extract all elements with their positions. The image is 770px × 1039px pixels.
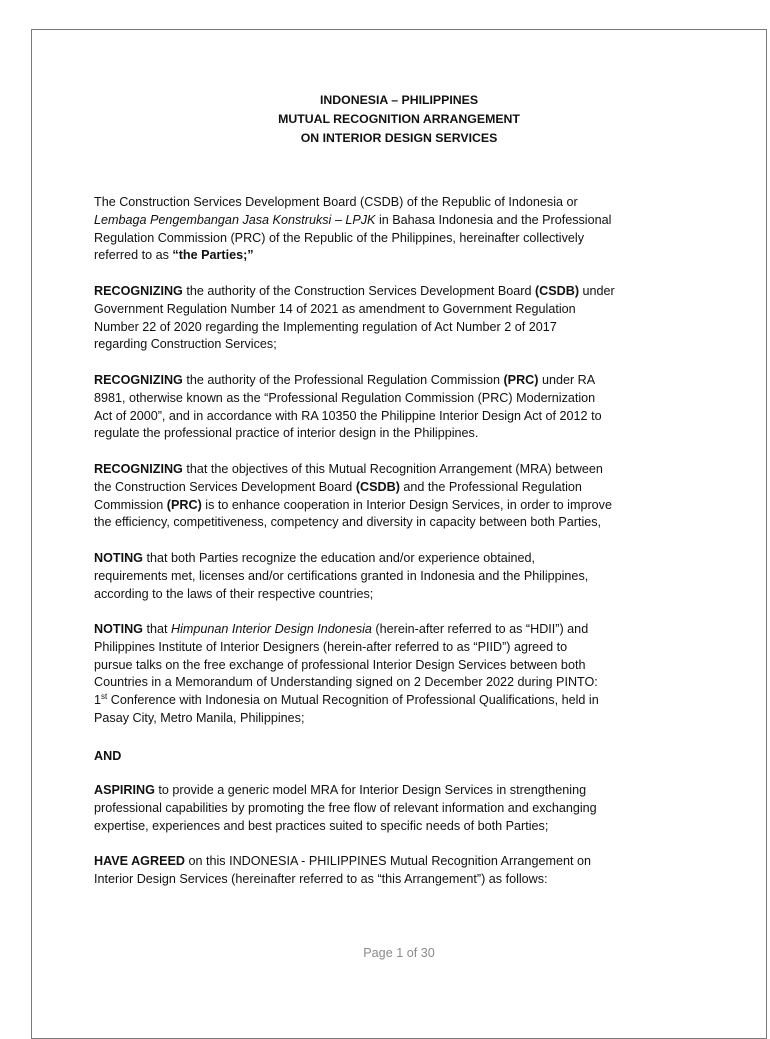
bold-text: “the Parties;” <box>172 248 254 263</box>
text-span: in Bahasa Indonesia and the Professional <box>375 212 612 227</box>
bold-text: NOTING <box>94 622 143 636</box>
title-line-1: INDONESIA – PHILIPPINES <box>319 93 479 107</box>
text-span: under RA <box>538 373 596 387</box>
bold-text: (PRC) <box>503 373 539 387</box>
italic-text: Lembaga Pengembangan Jasa Konstruksi – LPJK <box>94 212 376 227</box>
text-span: that the objectives of this Mutual Recognition Arrangement (MRA) between <box>182 462 603 476</box>
text-span: and the Professional Regulation <box>399 479 582 494</box>
bold-text: HAVE AGREED <box>94 854 185 868</box>
text-line <box>94 550 684 568</box>
text-line: Pasay City, Metro Manila, Philippines; <box>94 710 305 725</box>
text-span: the authority of the Construction Services Development Board <box>182 284 535 298</box>
text-span: that <box>142 622 171 636</box>
bold-text: RECOGNIZING <box>94 462 183 476</box>
text-line <box>94 247 684 265</box>
text-span: the Construction Services Development Board <box>94 479 356 494</box>
text-span: Conference with Indonesia on Mutual Recognition of Professional Qualifications, held in <box>107 693 599 708</box>
paragraph-parties <box>94 194 684 265</box>
paragraph-noting-education <box>94 550 684 603</box>
text-span: (herein-after referred to as “HDII”) and <box>371 622 589 636</box>
text-line: pursue talks on the free exchange of professional Interior Design Services between both <box>94 657 586 672</box>
text-line: expertise, experiences and best practices suited to specific needs of both Parties; <box>94 818 549 833</box>
bold-text: RECOGNIZING <box>94 373 183 387</box>
text-line <box>94 782 684 800</box>
text-line: Interior Design Services (hereinafter referred to as “this Arrangement”) as follows: <box>94 871 548 886</box>
text-line: Regulation Commission (PRC) of the Republic of the Philippines, hereinafter collectively <box>94 230 584 245</box>
bold-text: (PRC) <box>166 497 202 512</box>
title-line-3: ON INTERIOR DESIGN SERVICES <box>300 131 498 145</box>
text-line: professional capabilities by promoting the free flow of relevant information and exchanging <box>94 800 597 815</box>
bold-text: NOTING <box>94 551 143 565</box>
text-line <box>94 479 684 497</box>
text-line: The Construction Services Development Board (CSDB) of the Republic of Indonesia or <box>94 195 578 209</box>
text-span: on this INDONESIA - PHILIPPINES Mutual Recognition Arrangement on <box>184 854 591 868</box>
document-page <box>31 29 767 1039</box>
paragraph-recognizing-csdb <box>94 283 684 354</box>
text-span: Commission <box>94 497 167 512</box>
text-span: under <box>579 284 615 298</box>
paragraph-recognizing-objectives <box>94 461 684 532</box>
text-span: 1 <box>94 693 102 708</box>
text-line: Number 22 of 2020 regarding the Implementing regulation of Act Number 2 of 2017 <box>94 319 557 334</box>
text-line: Countries in a Memorandum of Understanding signed on 2 December 2022 during PINTO: <box>94 675 598 690</box>
text-span: that both Parties recognize the education and/or experience obtained, <box>142 551 536 565</box>
paragraph-noting-hdii <box>94 621 684 728</box>
text-line <box>94 212 684 230</box>
paragraph-have-agreed <box>94 853 684 889</box>
text-span: to provide a generic model MRA for Interior Design Services in strengthening <box>154 783 587 797</box>
text-line <box>94 283 684 301</box>
title-line-2: MUTUAL RECOGNITION ARRANGEMENT <box>278 112 520 126</box>
bold-text: (CSDB) <box>355 479 400 494</box>
superscript: st <box>101 692 108 701</box>
text-span: referred to as <box>94 248 173 263</box>
text-line: 8981, otherwise known as the “Professional Regulation Commission (PRC) Modernization <box>94 390 596 405</box>
text-span: is to enhance cooperation in Interior Design Services, in order to improve <box>201 497 612 512</box>
page-number: Page 1 of 30 <box>363 946 435 960</box>
text-line <box>94 497 684 515</box>
text-line <box>94 853 684 871</box>
text-line <box>94 461 684 479</box>
text-span: the authority of the Professional Regulation Commission <box>182 373 504 387</box>
text-line: regarding Construction Services; <box>94 337 277 352</box>
italic-text: Himpunan Interior Design Indonesia <box>171 622 372 636</box>
bold-text: ASPIRING <box>94 783 155 797</box>
text-line <box>94 372 684 390</box>
bold-text: RECOGNIZING <box>94 284 183 298</box>
text-line: according to the laws of their respective countries; <box>94 586 374 601</box>
text-line: requirements met, licenses and/or certifications granted in Indonesia and the Philippines, <box>94 568 589 583</box>
text-line: Act of 2000”, and in accordance with RA 10350 the Philippine Interior Design Act of 2012 to <box>94 408 602 423</box>
paragraph-recognizing-prc <box>94 372 684 443</box>
paragraph-aspiring <box>94 782 684 835</box>
text-line: regulate the professional practice of interior design in the Philippines. <box>94 426 479 441</box>
document-title <box>32 91 766 148</box>
bold-text: (CSDB) <box>534 284 580 298</box>
and-heading: AND <box>94 749 122 763</box>
text-line <box>94 692 684 710</box>
text-line: the efficiency, competitiveness, competency and diversity in capacity between both Parties, <box>94 515 602 530</box>
text-line: Philippines Institute of Interior Designers (herein-after referred to as “PIID”) agreed to <box>94 639 568 654</box>
text-line <box>94 621 684 639</box>
paragraph-and <box>94 748 684 766</box>
text-line: Government Regulation Number 14 of 2021 as amendment to Government Regulation <box>94 301 576 316</box>
